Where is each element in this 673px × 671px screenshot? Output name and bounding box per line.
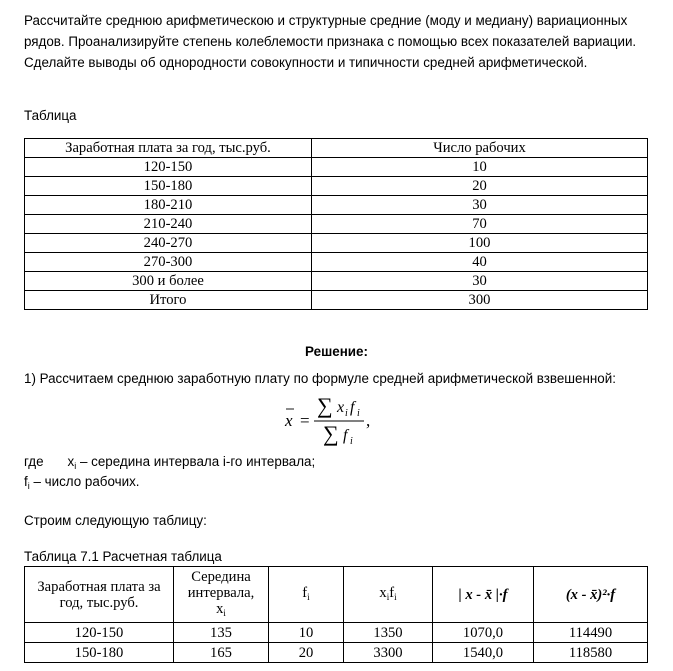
table-row xyxy=(25,623,648,643)
table-header-row xyxy=(25,139,648,158)
fi-description: – число рабочих. xyxy=(29,474,140,489)
weighted-mean-formula xyxy=(280,388,400,448)
xi-symbol: x xyxy=(216,600,224,617)
table-cell: 135 xyxy=(174,623,269,643)
table-cell: 40 xyxy=(312,253,648,272)
table-cell: 10 xyxy=(269,623,344,643)
fi-subscript: i xyxy=(307,591,310,602)
fi-symbol: f xyxy=(24,474,28,489)
table-row xyxy=(25,253,648,272)
header-text: интервала, xyxy=(187,584,255,601)
fi-symbol: f xyxy=(302,584,308,601)
where-fi-line xyxy=(24,474,140,491)
table-cell: 70 xyxy=(312,215,648,234)
table-row xyxy=(25,158,648,177)
table-cell: 120-150 xyxy=(25,158,312,177)
fi-symbol: f xyxy=(389,584,395,601)
formula-num-f: f xyxy=(350,399,355,416)
table-cell: 1350 xyxy=(344,623,433,643)
xi-symbol: x xyxy=(67,454,75,469)
table-cell: 180-210 xyxy=(25,196,312,215)
table-cell: 1540,0 xyxy=(433,643,534,663)
table-cell: 30 xyxy=(312,196,648,215)
table-cell: 240-270 xyxy=(25,234,312,253)
header-cell-fi xyxy=(269,567,344,623)
table-total-row xyxy=(25,291,648,310)
xi-description: – середина интервала i-го интервала; xyxy=(76,454,316,469)
table-cell: 30 xyxy=(312,272,648,291)
table-cell: 20 xyxy=(269,643,344,663)
formula-num-x: x xyxy=(337,399,345,416)
header-cell: Заработная плата за год, тыс.руб. xyxy=(25,139,312,158)
task-text xyxy=(24,10,664,73)
formula-eq: = xyxy=(300,411,310,430)
header-cell-xifi xyxy=(344,567,433,623)
xi-subscript: i xyxy=(223,607,226,618)
formula-num-x-sub: i xyxy=(345,408,348,419)
table-cell: 165 xyxy=(174,643,269,663)
table1-caption: Таблица xyxy=(24,108,77,123)
table-cell: 300 и более xyxy=(25,272,312,291)
header-text: Середина xyxy=(191,568,251,585)
task-line: Рассчитайте среднюю арифметическою и структурные средние (моду и медиану) вариационных xyxy=(24,13,628,28)
table-row xyxy=(25,272,648,291)
table-cell: 120-150 xyxy=(25,623,174,643)
solution-heading: Решение: xyxy=(305,344,368,359)
table-cell: 270-300 xyxy=(25,253,312,272)
table-cell: 10 xyxy=(312,158,648,177)
task-line: Сделайте выводы об однородности совокупности и типичности средней арифметической. xyxy=(24,55,588,70)
calculation-table xyxy=(24,566,648,663)
table-row xyxy=(25,196,648,215)
formula-lhs: x xyxy=(285,411,293,430)
header-cell-midpoint xyxy=(174,567,269,623)
table-row xyxy=(25,177,648,196)
xi-subscript: i xyxy=(386,591,390,602)
table-row xyxy=(25,643,648,663)
table-cell: 100 xyxy=(312,234,648,253)
table-cell: 150-180 xyxy=(25,643,174,663)
table-cell: 150-180 xyxy=(25,177,312,196)
table-cell: 118580 xyxy=(534,643,648,663)
fi-subscript: i xyxy=(394,591,397,602)
formula-num-f-sub: i xyxy=(357,408,360,419)
xi-symbol: x xyxy=(379,584,387,601)
table-cell: 300 xyxy=(312,291,648,310)
table-row xyxy=(25,215,648,234)
header-cell-abs-deviation: | x - x̄ |·f xyxy=(433,567,534,623)
formula-den-f-sub: i xyxy=(350,436,353,447)
task-line: рядов. Проанализируйте степень колеблемости признака с помощью всех показателей вариации. xyxy=(24,34,637,49)
sum-symbol: ∑ xyxy=(317,393,333,418)
header-cell-sq-deviation: (x - x̄)²·f xyxy=(534,567,648,623)
table-cell: 210-240 xyxy=(25,215,312,234)
where-word: где xyxy=(24,454,44,469)
table-header-row xyxy=(25,567,648,623)
sum-symbol: ∑ xyxy=(323,421,339,446)
formula-comma: , xyxy=(366,411,371,430)
source-table xyxy=(24,138,648,310)
table-cell: Итого xyxy=(25,291,312,310)
header-cell: Число рабочих xyxy=(312,139,648,158)
table2-caption: Таблица 7.1 Расчетная таблица xyxy=(24,549,222,564)
fi-subscript: i xyxy=(27,481,30,491)
table-cell: 20 xyxy=(312,177,648,196)
header-cell-salary: Заработная плата за год, тыс.руб. xyxy=(25,567,174,623)
table-cell: 114490 xyxy=(534,623,648,643)
step1-text: 1) Рассчитаем среднюю заработную плату по формуле средней арифметической взвешенной: xyxy=(24,371,616,386)
where-xi-line xyxy=(24,454,315,471)
formula-den-f: f xyxy=(343,427,348,444)
build-table-text: Строим следующую таблицу: xyxy=(24,513,207,528)
table-cell: 3300 xyxy=(344,643,433,663)
xi-subscript: i xyxy=(74,461,77,471)
table-cell: 1070,0 xyxy=(433,623,534,643)
table-row xyxy=(25,234,648,253)
